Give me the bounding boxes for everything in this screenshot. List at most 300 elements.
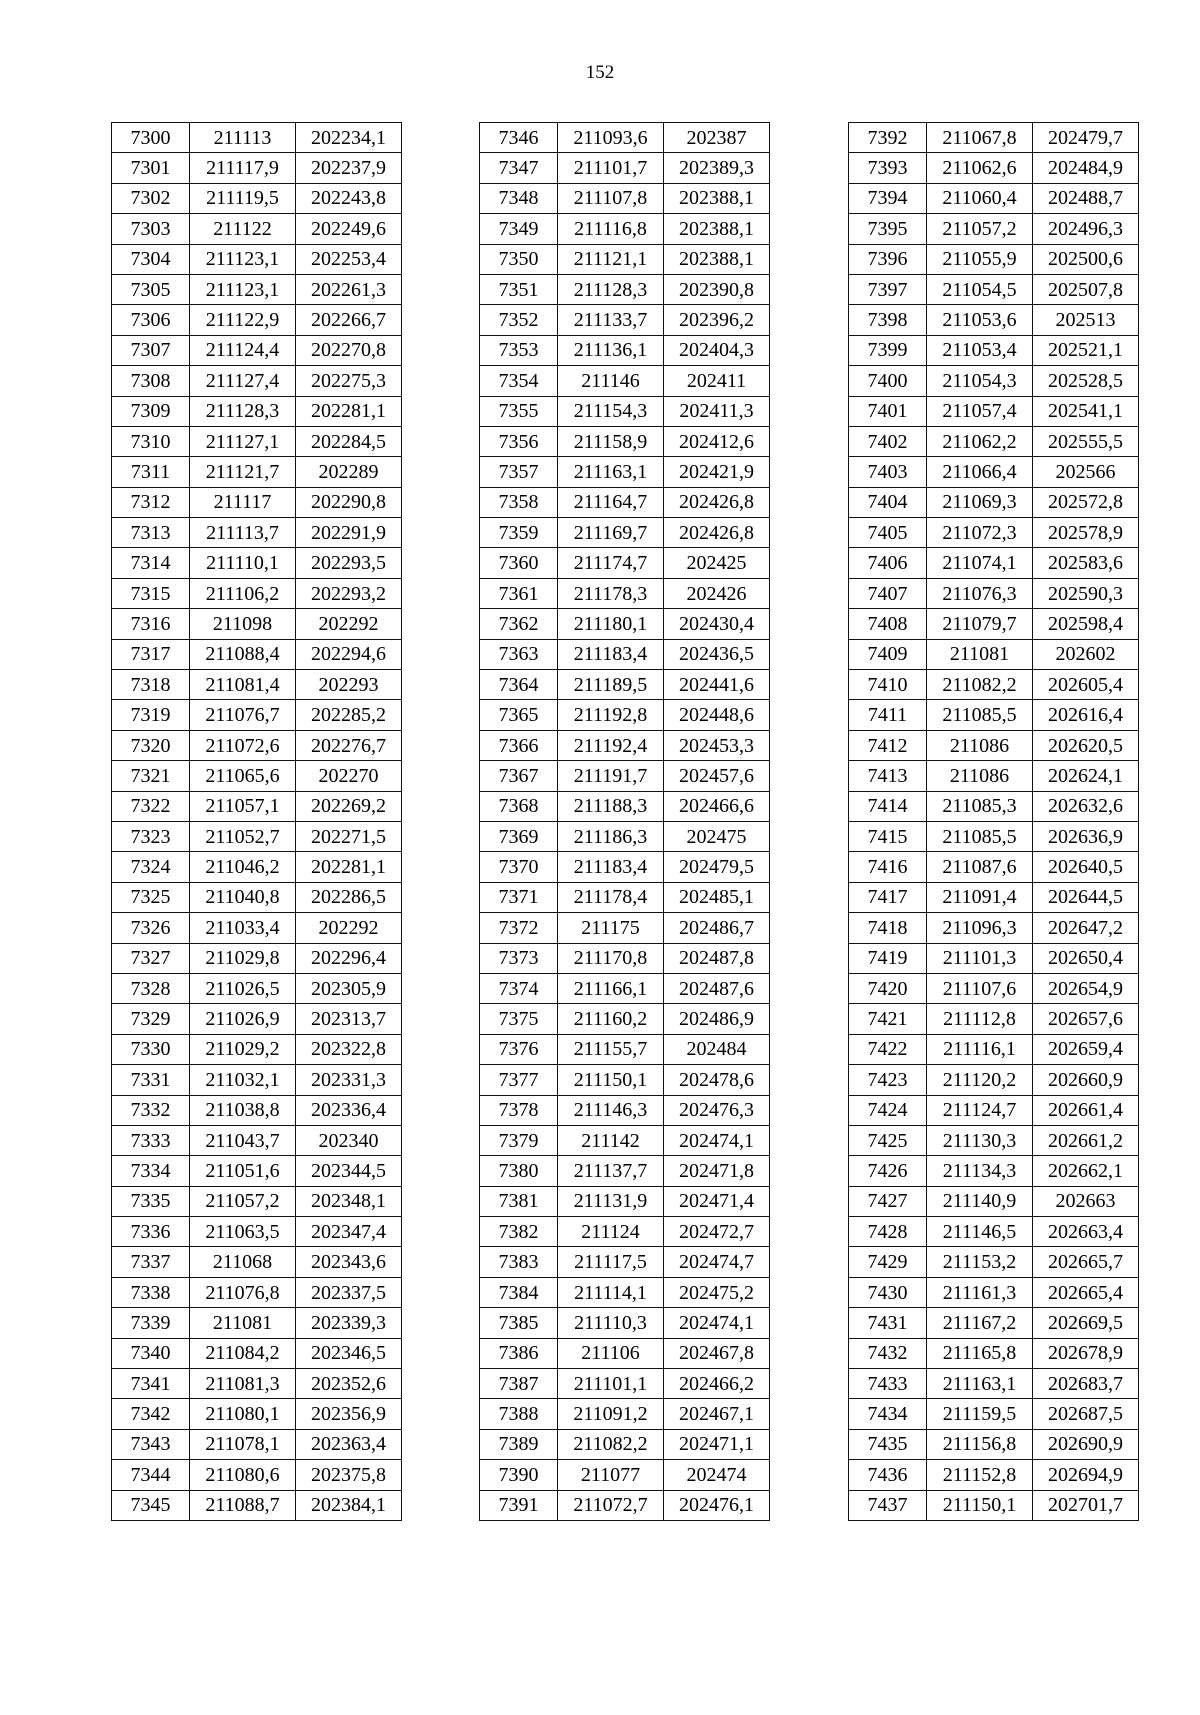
x-coordinate-cell: 211124,4 [190, 335, 296, 365]
point-number-cell: 7329 [112, 1004, 190, 1034]
table-row [480, 761, 770, 791]
point-number-cell: 7357 [480, 457, 558, 487]
y-coordinate-cell: 202479,7 [1033, 123, 1139, 153]
table-row [112, 1186, 402, 1216]
x-coordinate-cell: 211106,2 [190, 578, 296, 608]
point-number-cell: 7350 [480, 244, 558, 274]
y-coordinate-cell: 202471,4 [664, 1186, 770, 1216]
x-coordinate-cell: 211134,3 [927, 1156, 1033, 1186]
table-row [112, 1277, 402, 1307]
x-coordinate-cell: 211068 [190, 1247, 296, 1277]
y-coordinate-cell: 202388,1 [664, 244, 770, 274]
y-coordinate-cell: 202513 [1033, 305, 1139, 335]
point-number-cell: 7435 [849, 1429, 927, 1459]
y-coordinate-cell: 202404,3 [664, 335, 770, 365]
y-coordinate-cell: 202487,8 [664, 943, 770, 973]
y-coordinate-cell: 202590,3 [1033, 578, 1139, 608]
y-coordinate-cell: 202348,1 [296, 1186, 402, 1216]
y-coordinate-cell: 202474 [664, 1460, 770, 1490]
y-coordinate-cell: 202683,7 [1033, 1369, 1139, 1399]
table-row [849, 366, 1139, 396]
point-number-cell: 7410 [849, 670, 927, 700]
table-row [112, 821, 402, 851]
point-number-cell: 7345 [112, 1490, 190, 1520]
y-coordinate-cell: 202583,6 [1033, 548, 1139, 578]
x-coordinate-cell: 211107,6 [927, 973, 1033, 1003]
x-coordinate-cell: 211117,5 [558, 1247, 664, 1277]
x-coordinate-cell: 211155,7 [558, 1034, 664, 1064]
point-number-cell: 7301 [112, 153, 190, 183]
x-coordinate-cell: 211114,1 [558, 1277, 664, 1307]
x-coordinate-cell: 211192,4 [558, 730, 664, 760]
point-number-cell: 7328 [112, 973, 190, 1003]
y-coordinate-cell: 202343,6 [296, 1247, 402, 1277]
x-coordinate-cell: 211175 [558, 913, 664, 943]
table-row [480, 1217, 770, 1247]
point-number-cell: 7437 [849, 1490, 927, 1520]
table-row [480, 943, 770, 973]
point-number-cell: 7429 [849, 1247, 927, 1277]
table-row [112, 730, 402, 760]
y-coordinate-cell: 202474,1 [664, 1308, 770, 1338]
point-number-cell: 7432 [849, 1338, 927, 1368]
table-row [112, 1490, 402, 1520]
x-coordinate-cell: 211110,1 [190, 548, 296, 578]
table-row [849, 183, 1139, 213]
point-number-cell: 7391 [480, 1490, 558, 1520]
y-coordinate-cell: 202276,7 [296, 730, 402, 760]
table-row [480, 1034, 770, 1064]
y-coordinate-cell: 202467,1 [664, 1399, 770, 1429]
point-number-cell: 7324 [112, 852, 190, 882]
point-number-cell: 7307 [112, 335, 190, 365]
point-number-cell: 7364 [480, 670, 558, 700]
point-number-cell: 7392 [849, 123, 927, 153]
table-row [849, 913, 1139, 943]
point-number-cell: 7393 [849, 153, 927, 183]
point-number-cell: 7416 [849, 852, 927, 882]
point-number-cell: 7421 [849, 1004, 927, 1034]
point-number-cell: 7308 [112, 366, 190, 396]
y-coordinate-cell: 202331,3 [296, 1065, 402, 1095]
y-coordinate-cell: 202488,7 [1033, 183, 1139, 213]
x-coordinate-cell: 211081 [190, 1308, 296, 1338]
table-row [849, 518, 1139, 548]
table-row [849, 761, 1139, 791]
point-number-cell: 7304 [112, 244, 190, 274]
table-row [849, 457, 1139, 487]
point-number-cell: 7374 [480, 973, 558, 1003]
point-number-cell: 7321 [112, 761, 190, 791]
x-coordinate-cell: 211065,6 [190, 761, 296, 791]
y-coordinate-cell: 202412,6 [664, 426, 770, 456]
point-number-cell: 7414 [849, 791, 927, 821]
table-row [849, 1217, 1139, 1247]
x-coordinate-cell: 211116,8 [558, 214, 664, 244]
table-row [849, 1369, 1139, 1399]
x-coordinate-cell: 211079,7 [927, 609, 1033, 639]
y-coordinate-cell: 202293 [296, 670, 402, 700]
x-coordinate-cell: 211067,8 [927, 123, 1033, 153]
y-coordinate-cell: 202305,9 [296, 973, 402, 1003]
y-coordinate-cell: 202663 [1033, 1186, 1139, 1216]
table-row [849, 123, 1139, 153]
y-coordinate-cell: 202662,1 [1033, 1156, 1139, 1186]
y-coordinate-cell: 202620,5 [1033, 730, 1139, 760]
point-number-cell: 7424 [849, 1095, 927, 1125]
x-coordinate-cell: 211101,1 [558, 1369, 664, 1399]
y-coordinate-cell: 202616,4 [1033, 700, 1139, 730]
table-row [112, 548, 402, 578]
table-row [480, 518, 770, 548]
x-coordinate-cell: 211127,1 [190, 426, 296, 456]
x-coordinate-cell: 211131,9 [558, 1186, 664, 1216]
table-row [480, 700, 770, 730]
x-coordinate-cell: 211091,4 [927, 882, 1033, 912]
table-row [849, 1156, 1139, 1186]
point-number-cell: 7363 [480, 639, 558, 669]
table-row [112, 578, 402, 608]
y-coordinate-cell: 202507,8 [1033, 274, 1139, 304]
table-row [480, 123, 770, 153]
x-coordinate-cell: 211072,6 [190, 730, 296, 760]
x-coordinate-cell: 211127,4 [190, 366, 296, 396]
point-number-cell: 7396 [849, 244, 927, 274]
y-coordinate-cell: 202426 [664, 578, 770, 608]
table-row [849, 882, 1139, 912]
table-row [849, 1277, 1139, 1307]
x-coordinate-cell: 211087,6 [927, 852, 1033, 882]
point-number-cell: 7415 [849, 821, 927, 851]
y-coordinate-cell: 202253,4 [296, 244, 402, 274]
y-coordinate-cell: 202396,2 [664, 305, 770, 335]
x-coordinate-cell: 211150,1 [558, 1065, 664, 1095]
x-coordinate-cell: 211066,4 [927, 457, 1033, 487]
y-coordinate-cell: 202352,6 [296, 1369, 402, 1399]
point-number-cell: 7323 [112, 821, 190, 851]
point-number-cell: 7426 [849, 1156, 927, 1186]
y-coordinate-cell: 202578,9 [1033, 518, 1139, 548]
point-number-cell: 7361 [480, 578, 558, 608]
y-coordinate-cell: 202289 [296, 457, 402, 487]
x-coordinate-cell: 211163,1 [927, 1369, 1033, 1399]
page-number: 152 [585, 62, 615, 83]
y-coordinate-cell: 202660,9 [1033, 1065, 1139, 1095]
table-row [112, 457, 402, 487]
y-coordinate-cell: 202285,2 [296, 700, 402, 730]
point-number-cell: 7310 [112, 426, 190, 456]
point-number-cell: 7367 [480, 761, 558, 791]
x-coordinate-cell: 211142 [558, 1125, 664, 1155]
table-row [112, 1429, 402, 1459]
point-number-cell: 7389 [480, 1429, 558, 1459]
y-coordinate-cell: 202665,7 [1033, 1247, 1139, 1277]
y-coordinate-cell: 202337,5 [296, 1277, 402, 1307]
y-coordinate-cell: 202292 [296, 913, 402, 943]
table-row [112, 1034, 402, 1064]
x-coordinate-cell: 211124,7 [927, 1095, 1033, 1125]
point-number-cell: 7347 [480, 153, 558, 183]
point-number-cell: 7343 [112, 1429, 190, 1459]
point-number-cell: 7403 [849, 457, 927, 487]
y-coordinate-cell: 202669,5 [1033, 1308, 1139, 1338]
table-row [849, 973, 1139, 1003]
table-row [112, 1065, 402, 1095]
table-row [849, 1460, 1139, 1490]
x-coordinate-cell: 211091,2 [558, 1399, 664, 1429]
x-coordinate-cell: 211169,7 [558, 518, 664, 548]
point-number-cell: 7386 [480, 1338, 558, 1368]
y-coordinate-cell: 202388,1 [664, 183, 770, 213]
table-row [480, 214, 770, 244]
point-number-cell: 7431 [849, 1308, 927, 1338]
y-coordinate-cell: 202430,4 [664, 609, 770, 639]
table-row [849, 1308, 1139, 1338]
table-row [480, 1065, 770, 1095]
point-number-cell: 7373 [480, 943, 558, 973]
x-coordinate-cell: 211088,7 [190, 1490, 296, 1520]
x-coordinate-cell: 211074,1 [927, 548, 1033, 578]
y-coordinate-cell: 202500,6 [1033, 244, 1139, 274]
y-coordinate-cell: 202426,8 [664, 518, 770, 548]
y-coordinate-cell: 202363,4 [296, 1429, 402, 1459]
y-coordinate-cell: 202678,9 [1033, 1338, 1139, 1368]
point-number-cell: 7378 [480, 1095, 558, 1125]
y-coordinate-cell: 202479,5 [664, 852, 770, 882]
x-coordinate-cell: 211060,4 [927, 183, 1033, 213]
table-row [849, 305, 1139, 335]
x-coordinate-cell: 211081 [927, 639, 1033, 669]
x-coordinate-cell: 211076,7 [190, 700, 296, 730]
table-row [480, 821, 770, 851]
x-coordinate-cell: 211057,2 [927, 214, 1033, 244]
point-number-cell: 7359 [480, 518, 558, 548]
y-coordinate-cell: 202448,6 [664, 700, 770, 730]
point-number-cell: 7337 [112, 1247, 190, 1277]
x-coordinate-cell: 211084,2 [190, 1338, 296, 1368]
table-row [849, 1247, 1139, 1277]
point-number-cell: 7344 [112, 1460, 190, 1490]
point-number-cell: 7313 [112, 518, 190, 548]
x-coordinate-cell: 211057,1 [190, 791, 296, 821]
x-coordinate-cell: 211069,3 [927, 487, 1033, 517]
point-number-cell: 7423 [849, 1065, 927, 1095]
table-row [480, 1399, 770, 1429]
y-coordinate-cell: 202284,5 [296, 426, 402, 456]
point-number-cell: 7338 [112, 1277, 190, 1307]
y-coordinate-cell: 202467,8 [664, 1338, 770, 1368]
table-row [480, 1186, 770, 1216]
y-coordinate-cell: 202441,6 [664, 670, 770, 700]
x-coordinate-cell: 211086 [927, 761, 1033, 791]
y-coordinate-cell: 202243,8 [296, 183, 402, 213]
x-coordinate-cell: 211076,3 [927, 578, 1033, 608]
y-coordinate-cell: 202286,5 [296, 882, 402, 912]
y-coordinate-cell: 202476,1 [664, 1490, 770, 1520]
table-row [112, 791, 402, 821]
table-row [112, 761, 402, 791]
x-coordinate-cell: 211120,2 [927, 1065, 1033, 1095]
x-coordinate-cell: 211128,3 [190, 396, 296, 426]
table-row [849, 1004, 1139, 1034]
point-number-cell: 7334 [112, 1156, 190, 1186]
x-coordinate-cell: 211122,9 [190, 305, 296, 335]
y-coordinate-cell: 202388,1 [664, 214, 770, 244]
point-number-cell: 7319 [112, 700, 190, 730]
y-coordinate-cell: 202472,7 [664, 1217, 770, 1247]
table-row [480, 396, 770, 426]
y-coordinate-cell: 202261,3 [296, 274, 402, 304]
table-row [480, 426, 770, 456]
y-coordinate-cell: 202624,1 [1033, 761, 1139, 791]
x-coordinate-cell: 211062,6 [927, 153, 1033, 183]
table-row [480, 487, 770, 517]
x-coordinate-cell: 211085,5 [927, 700, 1033, 730]
x-coordinate-cell: 211112,8 [927, 1004, 1033, 1034]
table-row [112, 1338, 402, 1368]
table-row [480, 791, 770, 821]
table-row [480, 305, 770, 335]
x-coordinate-cell: 211123,1 [190, 274, 296, 304]
x-coordinate-cell: 211159,5 [927, 1399, 1033, 1429]
point-number-cell: 7375 [480, 1004, 558, 1034]
table-row [849, 244, 1139, 274]
point-number-cell: 7382 [480, 1217, 558, 1247]
point-number-cell: 7407 [849, 578, 927, 608]
x-coordinate-cell: 211086 [927, 730, 1033, 760]
x-coordinate-cell: 211146,5 [927, 1217, 1033, 1247]
x-coordinate-cell: 211110,3 [558, 1308, 664, 1338]
point-number-cell: 7433 [849, 1369, 927, 1399]
x-coordinate-cell: 211078,1 [190, 1429, 296, 1459]
x-coordinate-cell: 211107,8 [558, 183, 664, 213]
x-coordinate-cell: 211046,2 [190, 852, 296, 882]
y-coordinate-cell: 202322,8 [296, 1034, 402, 1064]
x-coordinate-cell: 211188,3 [558, 791, 664, 821]
point-number-cell: 7316 [112, 609, 190, 639]
x-coordinate-cell: 211160,2 [558, 1004, 664, 1034]
x-coordinate-cell: 211158,9 [558, 426, 664, 456]
table-row [480, 1429, 770, 1459]
point-number-cell: 7395 [849, 214, 927, 244]
x-coordinate-cell: 211117 [190, 487, 296, 517]
table-row [112, 1004, 402, 1034]
x-coordinate-cell: 211054,3 [927, 366, 1033, 396]
point-number-cell: 7406 [849, 548, 927, 578]
point-number-cell: 7306 [112, 305, 190, 335]
table-row [480, 1125, 770, 1155]
point-number-cell: 7430 [849, 1277, 927, 1307]
point-number-cell: 7358 [480, 487, 558, 517]
point-number-cell: 7411 [849, 700, 927, 730]
point-number-cell: 7420 [849, 973, 927, 1003]
point-number-cell: 7398 [849, 305, 927, 335]
table-row [480, 153, 770, 183]
table-row [480, 639, 770, 669]
x-coordinate-cell: 211192,8 [558, 700, 664, 730]
point-number-cell: 7369 [480, 821, 558, 851]
point-number-cell: 7336 [112, 1217, 190, 1247]
table-row [112, 609, 402, 639]
y-coordinate-cell: 202339,3 [296, 1308, 402, 1338]
x-coordinate-cell: 211117,9 [190, 153, 296, 183]
y-coordinate-cell: 202271,5 [296, 821, 402, 851]
table-row [112, 639, 402, 669]
table-row [849, 1490, 1139, 1520]
y-coordinate-cell: 202294,6 [296, 639, 402, 669]
table-row [849, 153, 1139, 183]
x-coordinate-cell: 211150,1 [927, 1490, 1033, 1520]
y-coordinate-cell: 202266,7 [296, 305, 402, 335]
table-row [480, 1277, 770, 1307]
table-row [849, 214, 1139, 244]
x-coordinate-cell: 211146 [558, 366, 664, 396]
point-number-cell: 7427 [849, 1186, 927, 1216]
table-row [849, 1186, 1139, 1216]
y-coordinate-cell: 202425 [664, 548, 770, 578]
x-coordinate-cell: 211113,7 [190, 518, 296, 548]
x-coordinate-cell: 211183,4 [558, 852, 664, 882]
y-coordinate-cell: 202484,9 [1033, 153, 1139, 183]
y-coordinate-cell: 202496,3 [1033, 214, 1139, 244]
point-number-cell: 7425 [849, 1125, 927, 1155]
x-coordinate-cell: 211165,8 [927, 1338, 1033, 1368]
y-coordinate-cell: 202275,3 [296, 366, 402, 396]
y-coordinate-cell: 202659,4 [1033, 1034, 1139, 1064]
x-coordinate-cell: 211038,8 [190, 1095, 296, 1125]
x-coordinate-cell: 211080,1 [190, 1399, 296, 1429]
x-coordinate-cell: 211040,8 [190, 882, 296, 912]
y-coordinate-cell: 202632,6 [1033, 791, 1139, 821]
y-coordinate-cell: 202521,1 [1033, 335, 1139, 365]
point-number-cell: 7355 [480, 396, 558, 426]
table-row [480, 882, 770, 912]
point-number-cell: 7379 [480, 1125, 558, 1155]
x-coordinate-cell: 211128,3 [558, 274, 664, 304]
table-row [112, 123, 402, 153]
point-number-cell: 7352 [480, 305, 558, 335]
y-coordinate-cell: 202290,8 [296, 487, 402, 517]
x-coordinate-cell: 211053,6 [927, 305, 1033, 335]
y-coordinate-cell: 202281,1 [296, 852, 402, 882]
table-row [480, 183, 770, 213]
x-coordinate-cell: 211152,8 [927, 1460, 1033, 1490]
x-coordinate-cell: 211072,7 [558, 1490, 664, 1520]
y-coordinate-cell: 202457,6 [664, 761, 770, 791]
table-row [849, 487, 1139, 517]
x-coordinate-cell: 211140,9 [927, 1186, 1033, 1216]
x-coordinate-cell: 211124 [558, 1217, 664, 1247]
y-coordinate-cell: 202598,4 [1033, 609, 1139, 639]
table-row [849, 1095, 1139, 1125]
x-coordinate-cell: 211082,2 [927, 670, 1033, 700]
y-coordinate-cell: 202690,9 [1033, 1429, 1139, 1459]
y-coordinate-cell: 202478,6 [664, 1065, 770, 1095]
table-row [112, 1247, 402, 1277]
y-coordinate-cell: 202340 [296, 1125, 402, 1155]
point-number-cell: 7405 [849, 518, 927, 548]
y-coordinate-cell: 202486,7 [664, 913, 770, 943]
x-coordinate-cell: 211146,3 [558, 1095, 664, 1125]
table-row [849, 609, 1139, 639]
table-row [480, 973, 770, 1003]
x-coordinate-cell: 211062,2 [927, 426, 1033, 456]
y-coordinate-cell: 202270 [296, 761, 402, 791]
y-coordinate-cell: 202237,9 [296, 153, 402, 183]
table-row [480, 457, 770, 487]
x-coordinate-cell: 211057,4 [927, 396, 1033, 426]
x-coordinate-cell: 211096,3 [927, 913, 1033, 943]
